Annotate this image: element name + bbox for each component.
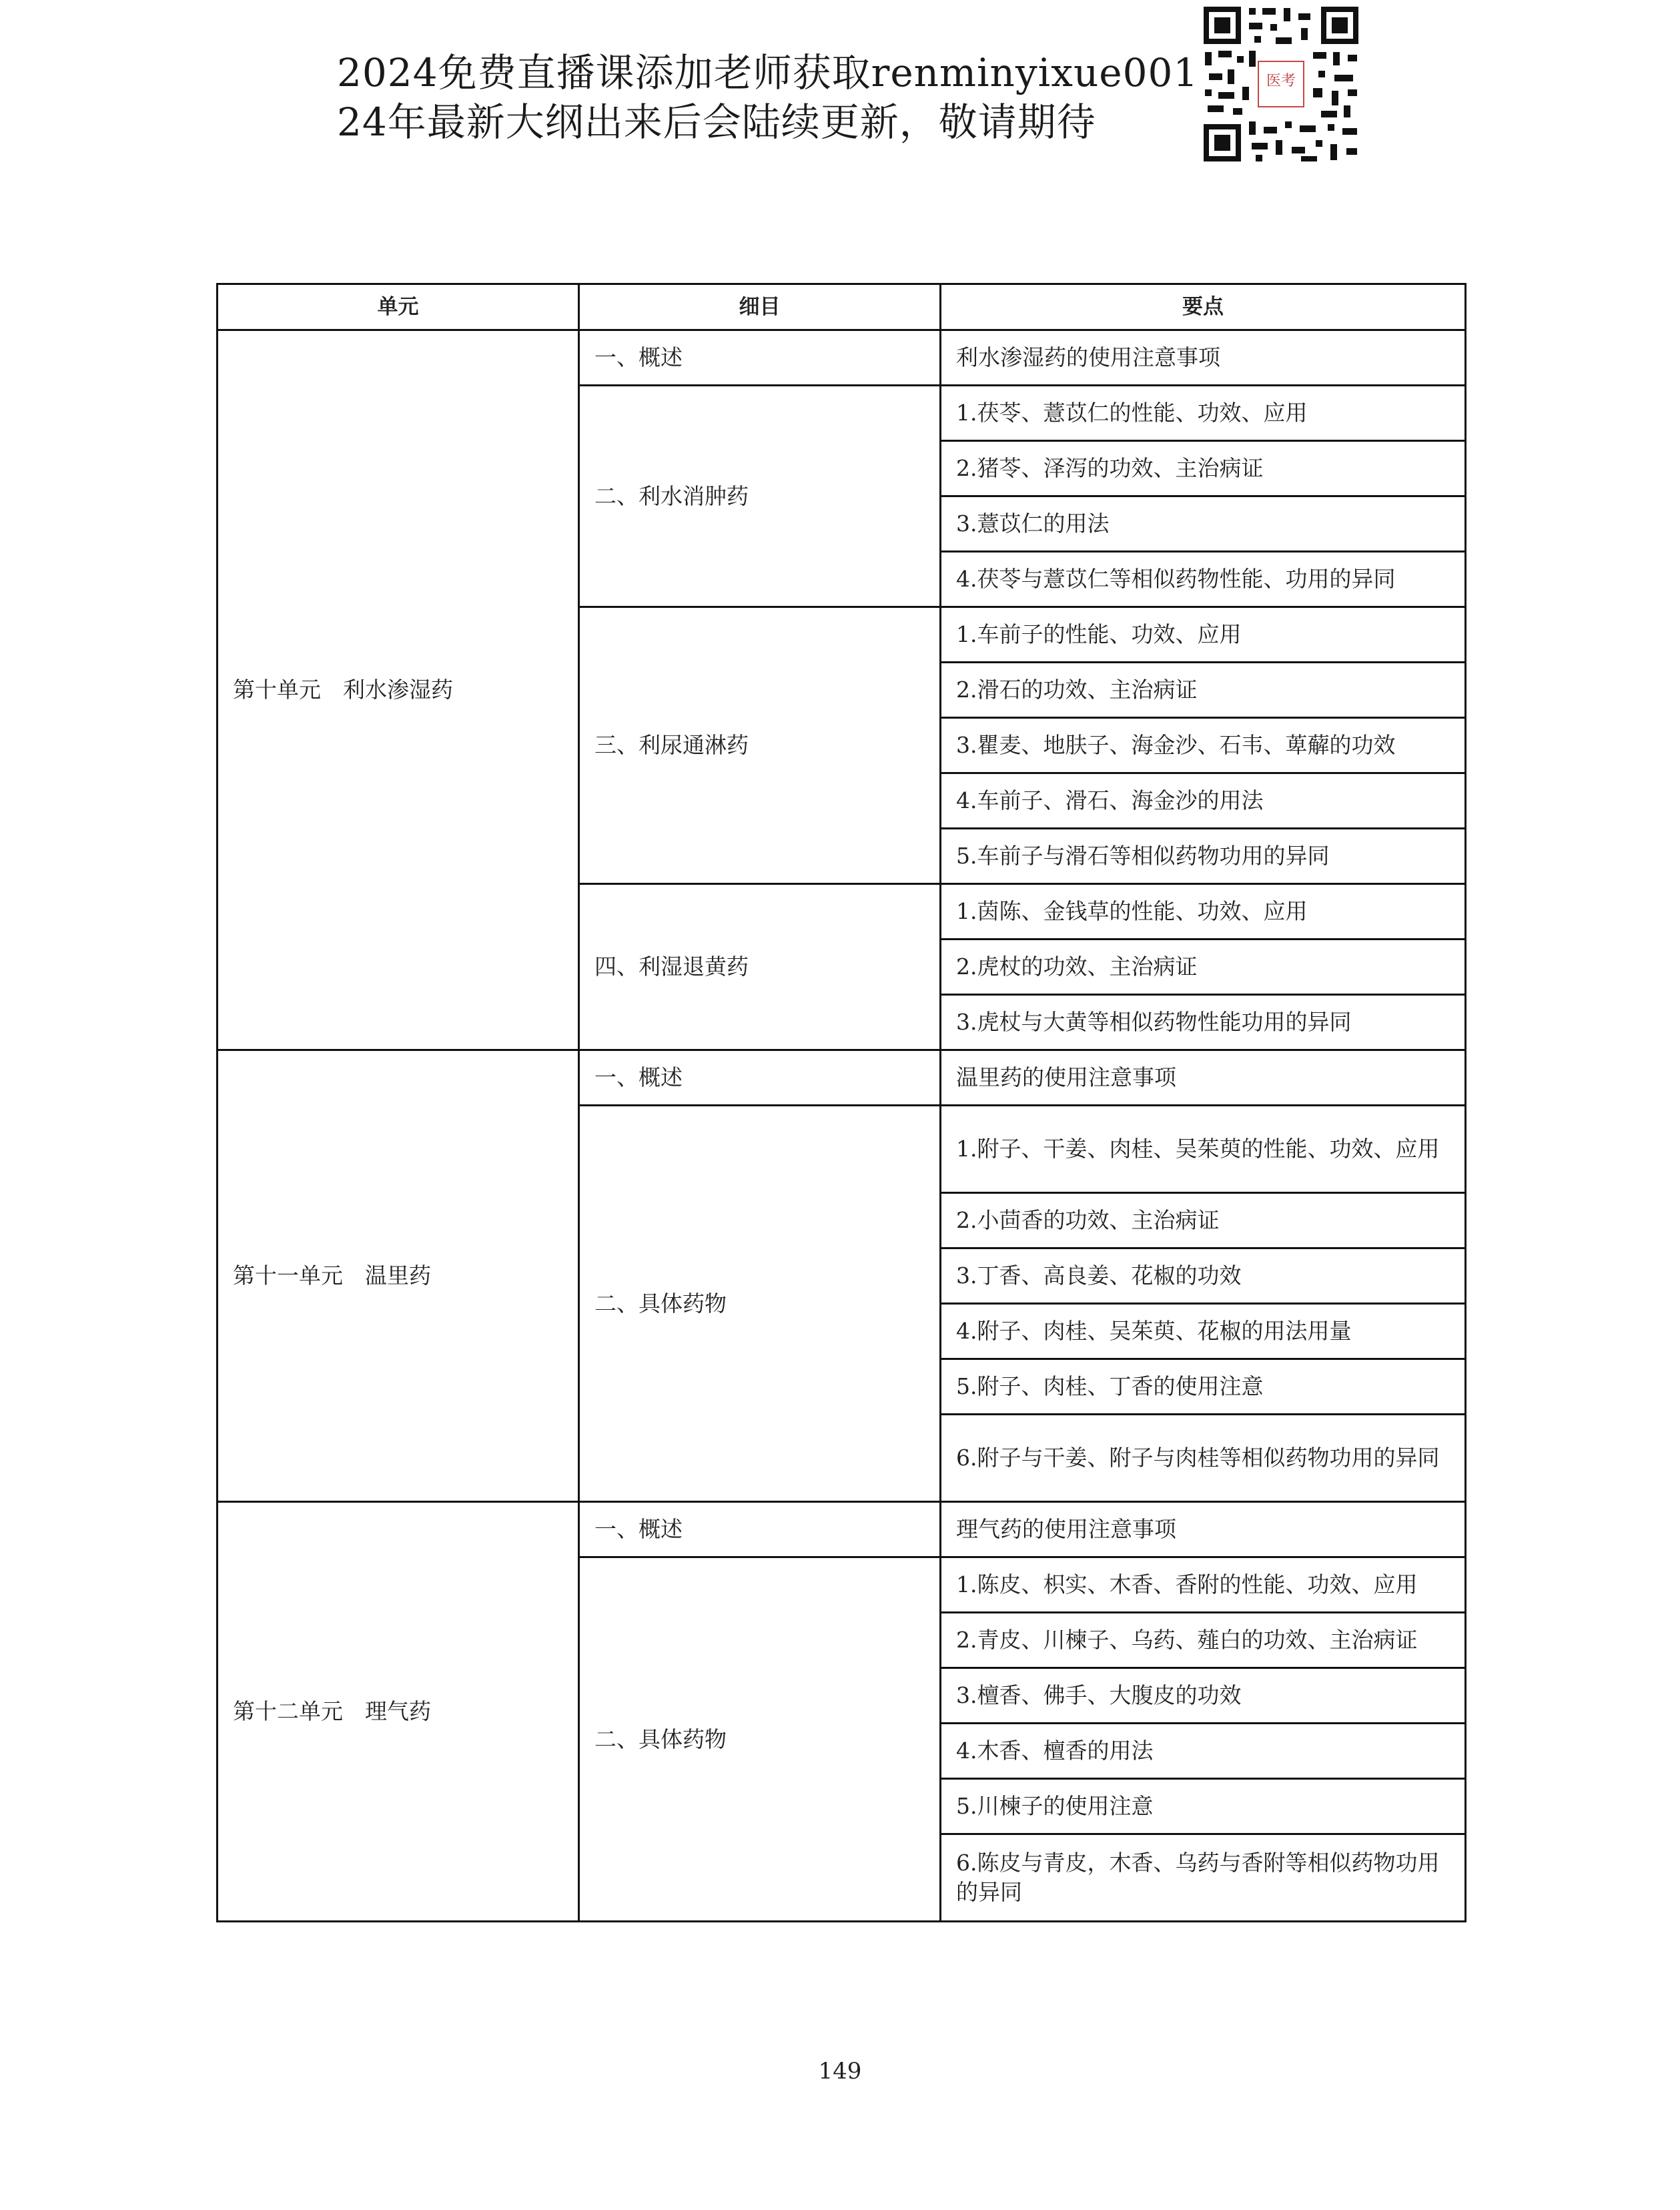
point-cell: 温里药的使用注意事项 bbox=[941, 1050, 1466, 1106]
point-cell: 4.木香、檀香的用法 bbox=[941, 1724, 1466, 1779]
point-cell: 理气药的使用注意事项 bbox=[941, 1502, 1466, 1557]
item-cell: 二、具体药物 bbox=[579, 1106, 941, 1502]
qr-code-icon bbox=[1201, 4, 1361, 164]
point-cell: 3.瞿麦、地肤子、海金沙、石韦、萆薢的功效 bbox=[941, 718, 1466, 773]
unit-cell: 第十一单元 温里药 bbox=[218, 1050, 579, 1502]
item-cell: 二、具体药物 bbox=[579, 1557, 941, 1922]
point-cell: 1.茵陈、金钱草的性能、功效、应用 bbox=[941, 884, 1466, 940]
promo-line-2: 24年最新大纲出来后会陆续更新，敬请期待 bbox=[337, 99, 1096, 145]
item-cell: 一、概述 bbox=[579, 1050, 941, 1106]
point-cell: 5.川楝子的使用注意 bbox=[941, 1779, 1466, 1834]
point-cell: 3.丁香、高良姜、花椒的功效 bbox=[941, 1248, 1466, 1304]
point-cell: 2.青皮、川楝子、乌药、薤白的功效、主治病证 bbox=[941, 1613, 1466, 1668]
unit-cell: 第十单元 利水渗湿药 bbox=[218, 330, 579, 1050]
item-cell: 三、利尿通淋药 bbox=[579, 607, 941, 884]
point-cell: 4.茯苓与薏苡仁等相似药物性能、功用的异同 bbox=[941, 552, 1466, 607]
unit-cell: 第十二单元 理气药 bbox=[218, 1502, 579, 1922]
promo-line-1: 2024免费直播课添加老师获取renminyixue001 bbox=[337, 50, 1199, 95]
header-points: 要点 bbox=[941, 284, 1466, 330]
point-cell: 1.附子、干姜、肉桂、吴茱萸的性能、功效、应用 bbox=[941, 1106, 1466, 1193]
point-cell: 4.车前子、滑石、海金沙的用法 bbox=[941, 773, 1466, 829]
header-unit: 单元 bbox=[218, 284, 579, 330]
point-cell: 利水渗湿药的使用注意事项 bbox=[941, 330, 1466, 386]
point-cell: 6.陈皮与青皮，木香、乌药与香附等相似药物功用的异同 bbox=[941, 1834, 1466, 1922]
point-cell: 3.檀香、佛手、大腹皮的功效 bbox=[941, 1668, 1466, 1724]
table-row bbox=[218, 1502, 1466, 1557]
point-cell: 3.薏苡仁的用法 bbox=[941, 496, 1466, 552]
point-cell: 1.车前子的性能、功效、应用 bbox=[941, 607, 1466, 663]
point-cell: 6.附子与干姜、附子与肉桂等相似药物功用的异同 bbox=[941, 1415, 1466, 1502]
item-cell: 四、利湿退黄药 bbox=[579, 884, 941, 1050]
table-header-row bbox=[218, 284, 1466, 330]
syllabus-table bbox=[216, 283, 1466, 1922]
point-cell: 5.车前子与滑石等相似药物功用的异同 bbox=[941, 829, 1466, 884]
point-cell: 2.虎杖的功效、主治病证 bbox=[941, 940, 1466, 995]
point-cell: 3.虎杖与大黄等相似药物性能功用的异同 bbox=[941, 995, 1466, 1050]
header-item: 细目 bbox=[579, 284, 941, 330]
point-cell: 1.陈皮、枳实、木香、香附的性能、功效、应用 bbox=[941, 1557, 1466, 1613]
table-row bbox=[218, 330, 1466, 386]
qr-logo-text: 医考 bbox=[1266, 73, 1296, 89]
point-cell: 5.附子、肉桂、丁香的使用注意 bbox=[941, 1359, 1466, 1415]
item-cell: 一、概述 bbox=[579, 330, 941, 386]
point-cell: 2.猪苓、泽泻的功效、主治病证 bbox=[941, 441, 1466, 496]
point-cell: 1.茯苓、薏苡仁的性能、功效、应用 bbox=[941, 386, 1466, 441]
item-cell: 一、概述 bbox=[579, 1502, 941, 1557]
point-cell: 2.小茴香的功效、主治病证 bbox=[941, 1193, 1466, 1248]
item-cell: 二、利水消肿药 bbox=[579, 386, 941, 607]
page-number: 149 bbox=[818, 2058, 862, 2085]
table-row bbox=[218, 1050, 1466, 1106]
promo-banner bbox=[337, 48, 1204, 147]
point-cell: 2.滑石的功效、主治病证 bbox=[941, 663, 1466, 718]
point-cell: 4.附子、肉桂、吴茱萸、花椒的用法用量 bbox=[941, 1304, 1466, 1359]
